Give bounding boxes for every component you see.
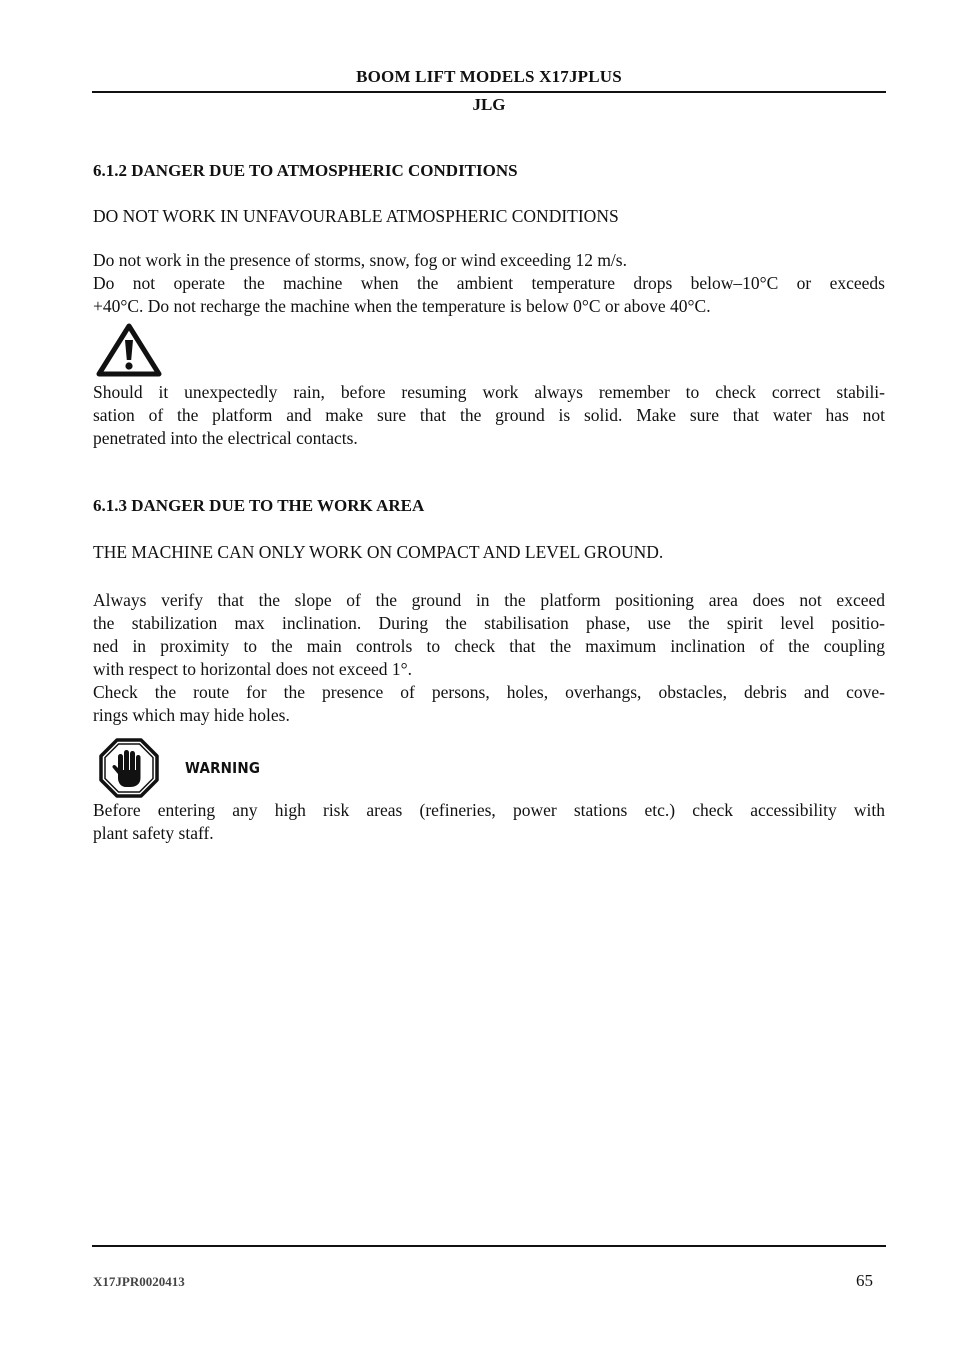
paragraph-line: with respect to horizontal does not exceed 1°. (93, 659, 412, 679)
warning-label: WARNING (185, 759, 261, 777)
footer-document-code: X17JPR0020413 (93, 1274, 185, 1289)
page-number: 65 (856, 1271, 873, 1290)
paragraph-line: Always verify that the slope of the ground in the platform positioning area does not exceed (93, 590, 885, 610)
paragraph-line: Before entering any high risk areas (refineries, power stations etc.) check accessibility with (93, 800, 885, 820)
header-title: BOOM LIFT MODELS X17JPLUS (356, 67, 622, 86)
paragraph-line: Do not work in the presence of storms, snow, fog or wind exceeding 12 m/s. (93, 250, 627, 270)
paragraph-line: plant safety staff. (93, 823, 214, 843)
paragraph-line: Check the route for the presence of persons, holes, overhangs, obstacles, debris and cove- (93, 682, 885, 702)
header-rule (92, 91, 886, 93)
rain-caution-paragraph (93, 381, 885, 450)
paragraph-line: penetrated into the electrical contacts. (93, 428, 358, 448)
work-area-caps-statement: THE MACHINE CAN ONLY WORK ON COMPACT AND LEVEL GROUND. (93, 542, 664, 562)
section-heading-atmospheric: 6.1.2 DANGER DUE TO ATMOSPHERIC CONDITIONS (93, 161, 518, 180)
header-subtitle: JLG (472, 95, 506, 114)
stop-hand-icon (99, 738, 159, 803)
paragraph-line: the stabilization max inclination. During the stabilisation phase, use the spirit level positio- (93, 613, 885, 633)
paragraph-line: Do not operate the machine when the ambient temperature drops below–10°C or exceeds (93, 273, 885, 293)
paragraph-line: sation of the platform and make sure that the ground is solid. Make sure that water has not (93, 405, 885, 425)
paragraph-line: rings which may hide holes. (93, 705, 290, 725)
work-area-paragraph (93, 589, 885, 727)
section-heading-work-area: 6.1.3 DANGER DUE TO THE WORK AREA (93, 496, 425, 515)
paragraph-line: +40°C. Do not recharge the machine when the temperature is below 0°C or above 40°C. (93, 296, 711, 316)
atmospheric-paragraph (93, 249, 885, 318)
footer-rule (92, 1245, 886, 1247)
warning-paragraph (93, 799, 885, 845)
hazard-triangle-icon (96, 323, 162, 382)
atmospheric-caps-statement: DO NOT WORK IN UNFAVOURABLE ATMOSPHERIC CONDITIONS (93, 206, 619, 226)
paragraph-line: Should it unexpectedly rain, before resuming work always remember to check correct stabili- (93, 382, 885, 402)
paragraph-line: ned in proximity to the main controls to check that the maximum inclination of the coupling (93, 636, 885, 656)
